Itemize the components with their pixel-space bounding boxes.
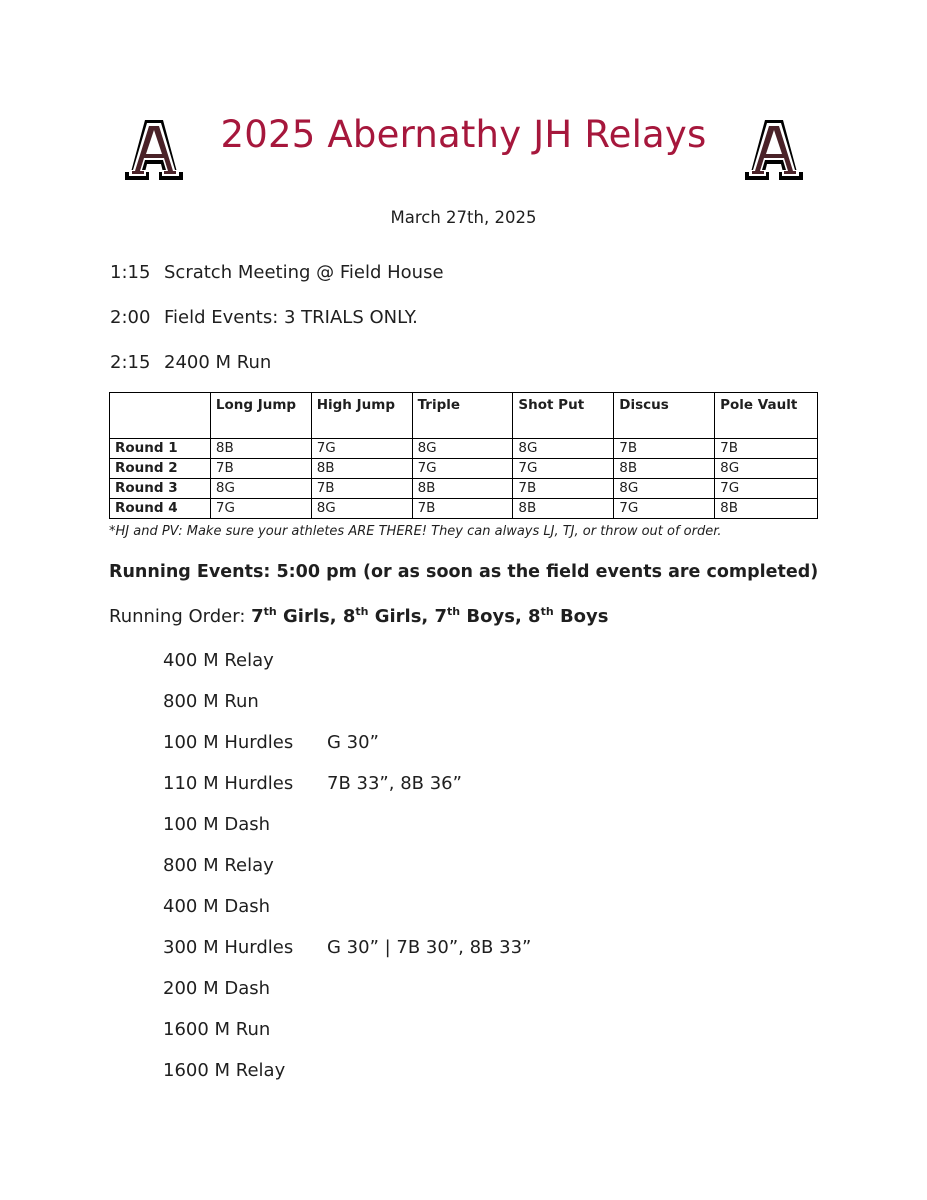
list-item [163, 978, 531, 1019]
order-grade: 7 [251, 606, 264, 627]
order-group: Boys, [460, 606, 529, 627]
table-row [110, 459, 818, 479]
order-grade: 8 [528, 606, 541, 627]
table-cell: 8G [412, 439, 513, 459]
table-cell: 8G [715, 459, 818, 479]
table-cell: 7G [210, 499, 311, 519]
schedule-item [110, 262, 444, 283]
running-order-groups [251, 606, 608, 627]
table-cell: 7B [513, 479, 614, 499]
table-row [110, 439, 818, 459]
table-header-row [110, 393, 818, 439]
order-grade-suffix: th [263, 605, 277, 618]
table-cell: 7G [412, 459, 513, 479]
page-title: 2025 Abernathy JH Relays [220, 113, 707, 156]
list-item [163, 773, 531, 814]
list-item [163, 855, 531, 896]
round-label: Round 3 [110, 479, 211, 499]
table-cell: 7G [614, 499, 715, 519]
order-group: Girls, [276, 606, 343, 627]
schedule-text: Scratch Meeting @ Field House [164, 262, 444, 283]
table-cell: 8B [412, 479, 513, 499]
schedule-text: 2400 M Run [164, 352, 272, 373]
event-name: 800 M Relay [163, 855, 274, 876]
table-cell: 7B [715, 439, 818, 459]
list-item [163, 1060, 531, 1101]
event-detail: 7B 33”, 8B 36” [327, 773, 462, 794]
table-header-cell: Shot Put [513, 393, 614, 439]
event-date: March 27th, 2025 [390, 208, 537, 227]
table-cell: 8B [210, 439, 311, 459]
running-order-label: Running Order: [109, 606, 252, 627]
table-cell: 8B [311, 459, 412, 479]
round-label: Round 2 [110, 459, 211, 479]
list-item [163, 814, 531, 855]
table-header-cell: Long Jump [210, 393, 311, 439]
schedule-time: 2:00 [110, 307, 151, 328]
table-header-cell: Triple [412, 393, 513, 439]
table-cell: 7B [311, 479, 412, 499]
list-item [163, 691, 531, 732]
event-name: 110 M Hurdles [163, 773, 294, 794]
table-cell: 8G [210, 479, 311, 499]
order-group: Girls, [368, 606, 435, 627]
order-grade-suffix: th [355, 605, 369, 618]
schedule-time: 1:15 [110, 262, 151, 283]
schedule-item [110, 352, 271, 373]
order-grade: 7 [434, 606, 448, 627]
running-order [109, 605, 608, 627]
table-cell: 8B [614, 459, 715, 479]
table-cell: 7G [311, 439, 412, 459]
table-cell: 8G [311, 499, 412, 519]
event-detail: G 30” | 7B 30”, 8B 33” [327, 937, 532, 958]
table-header-cell: High Jump [311, 393, 412, 439]
order-grade-suffix: th [447, 605, 461, 618]
running-events-list [163, 650, 531, 1101]
table-cell: 8G [513, 439, 614, 459]
table-row [110, 479, 818, 499]
order-grade: 8 [342, 606, 356, 627]
table-cell: 8G [614, 479, 715, 499]
event-name: 400 M Relay [163, 650, 274, 671]
running-events-heading: Running Events: 5:00 pm (or as soon as the field events are completed) [109, 562, 819, 582]
list-item [163, 732, 531, 773]
list-item [163, 937, 531, 978]
table-cell: 7G [513, 459, 614, 479]
table-cell: 7B [614, 439, 715, 459]
round-label: Round 1 [110, 439, 211, 459]
table-cell: 8B [513, 499, 614, 519]
list-item [163, 1019, 531, 1060]
event-name: 800 M Run [163, 691, 259, 712]
event-name: 400 M Dash [163, 896, 271, 917]
event-name: 1600 M Relay [163, 1060, 286, 1081]
table-header-cell: Discus [614, 393, 715, 439]
table-cell: 8B [715, 499, 818, 519]
schedule-time: 2:15 [110, 352, 151, 373]
list-item [163, 650, 531, 691]
round-label: Round 4 [110, 499, 211, 519]
order-group: Boys [553, 606, 609, 627]
table-header-cell: Pole Vault [715, 393, 818, 439]
table-cell: 7B [412, 499, 513, 519]
schedule-item [110, 307, 418, 328]
event-name: 1600 M Run [163, 1019, 271, 1040]
event-detail: G 30” [327, 732, 379, 753]
event-name: 100 M Dash [163, 814, 271, 835]
table-header-cell [110, 393, 211, 439]
order-grade-suffix: th [540, 605, 554, 618]
table-cell: 7B [210, 459, 311, 479]
field-events-table [109, 392, 818, 519]
event-name: 300 M Hurdles [163, 937, 294, 958]
table-cell: 7G [715, 479, 818, 499]
list-item [163, 896, 531, 937]
table-row [110, 499, 818, 519]
event-name: 200 M Dash [163, 978, 271, 999]
field-events-note: *HJ and PV: Make sure your athletes ARE THERE! They can always LJ, TJ, or throw out of order. [109, 524, 722, 539]
schedule-text: Field Events: 3 TRIALS ONLY. [164, 307, 418, 328]
event-name: 100 M Hurdles [163, 732, 294, 753]
